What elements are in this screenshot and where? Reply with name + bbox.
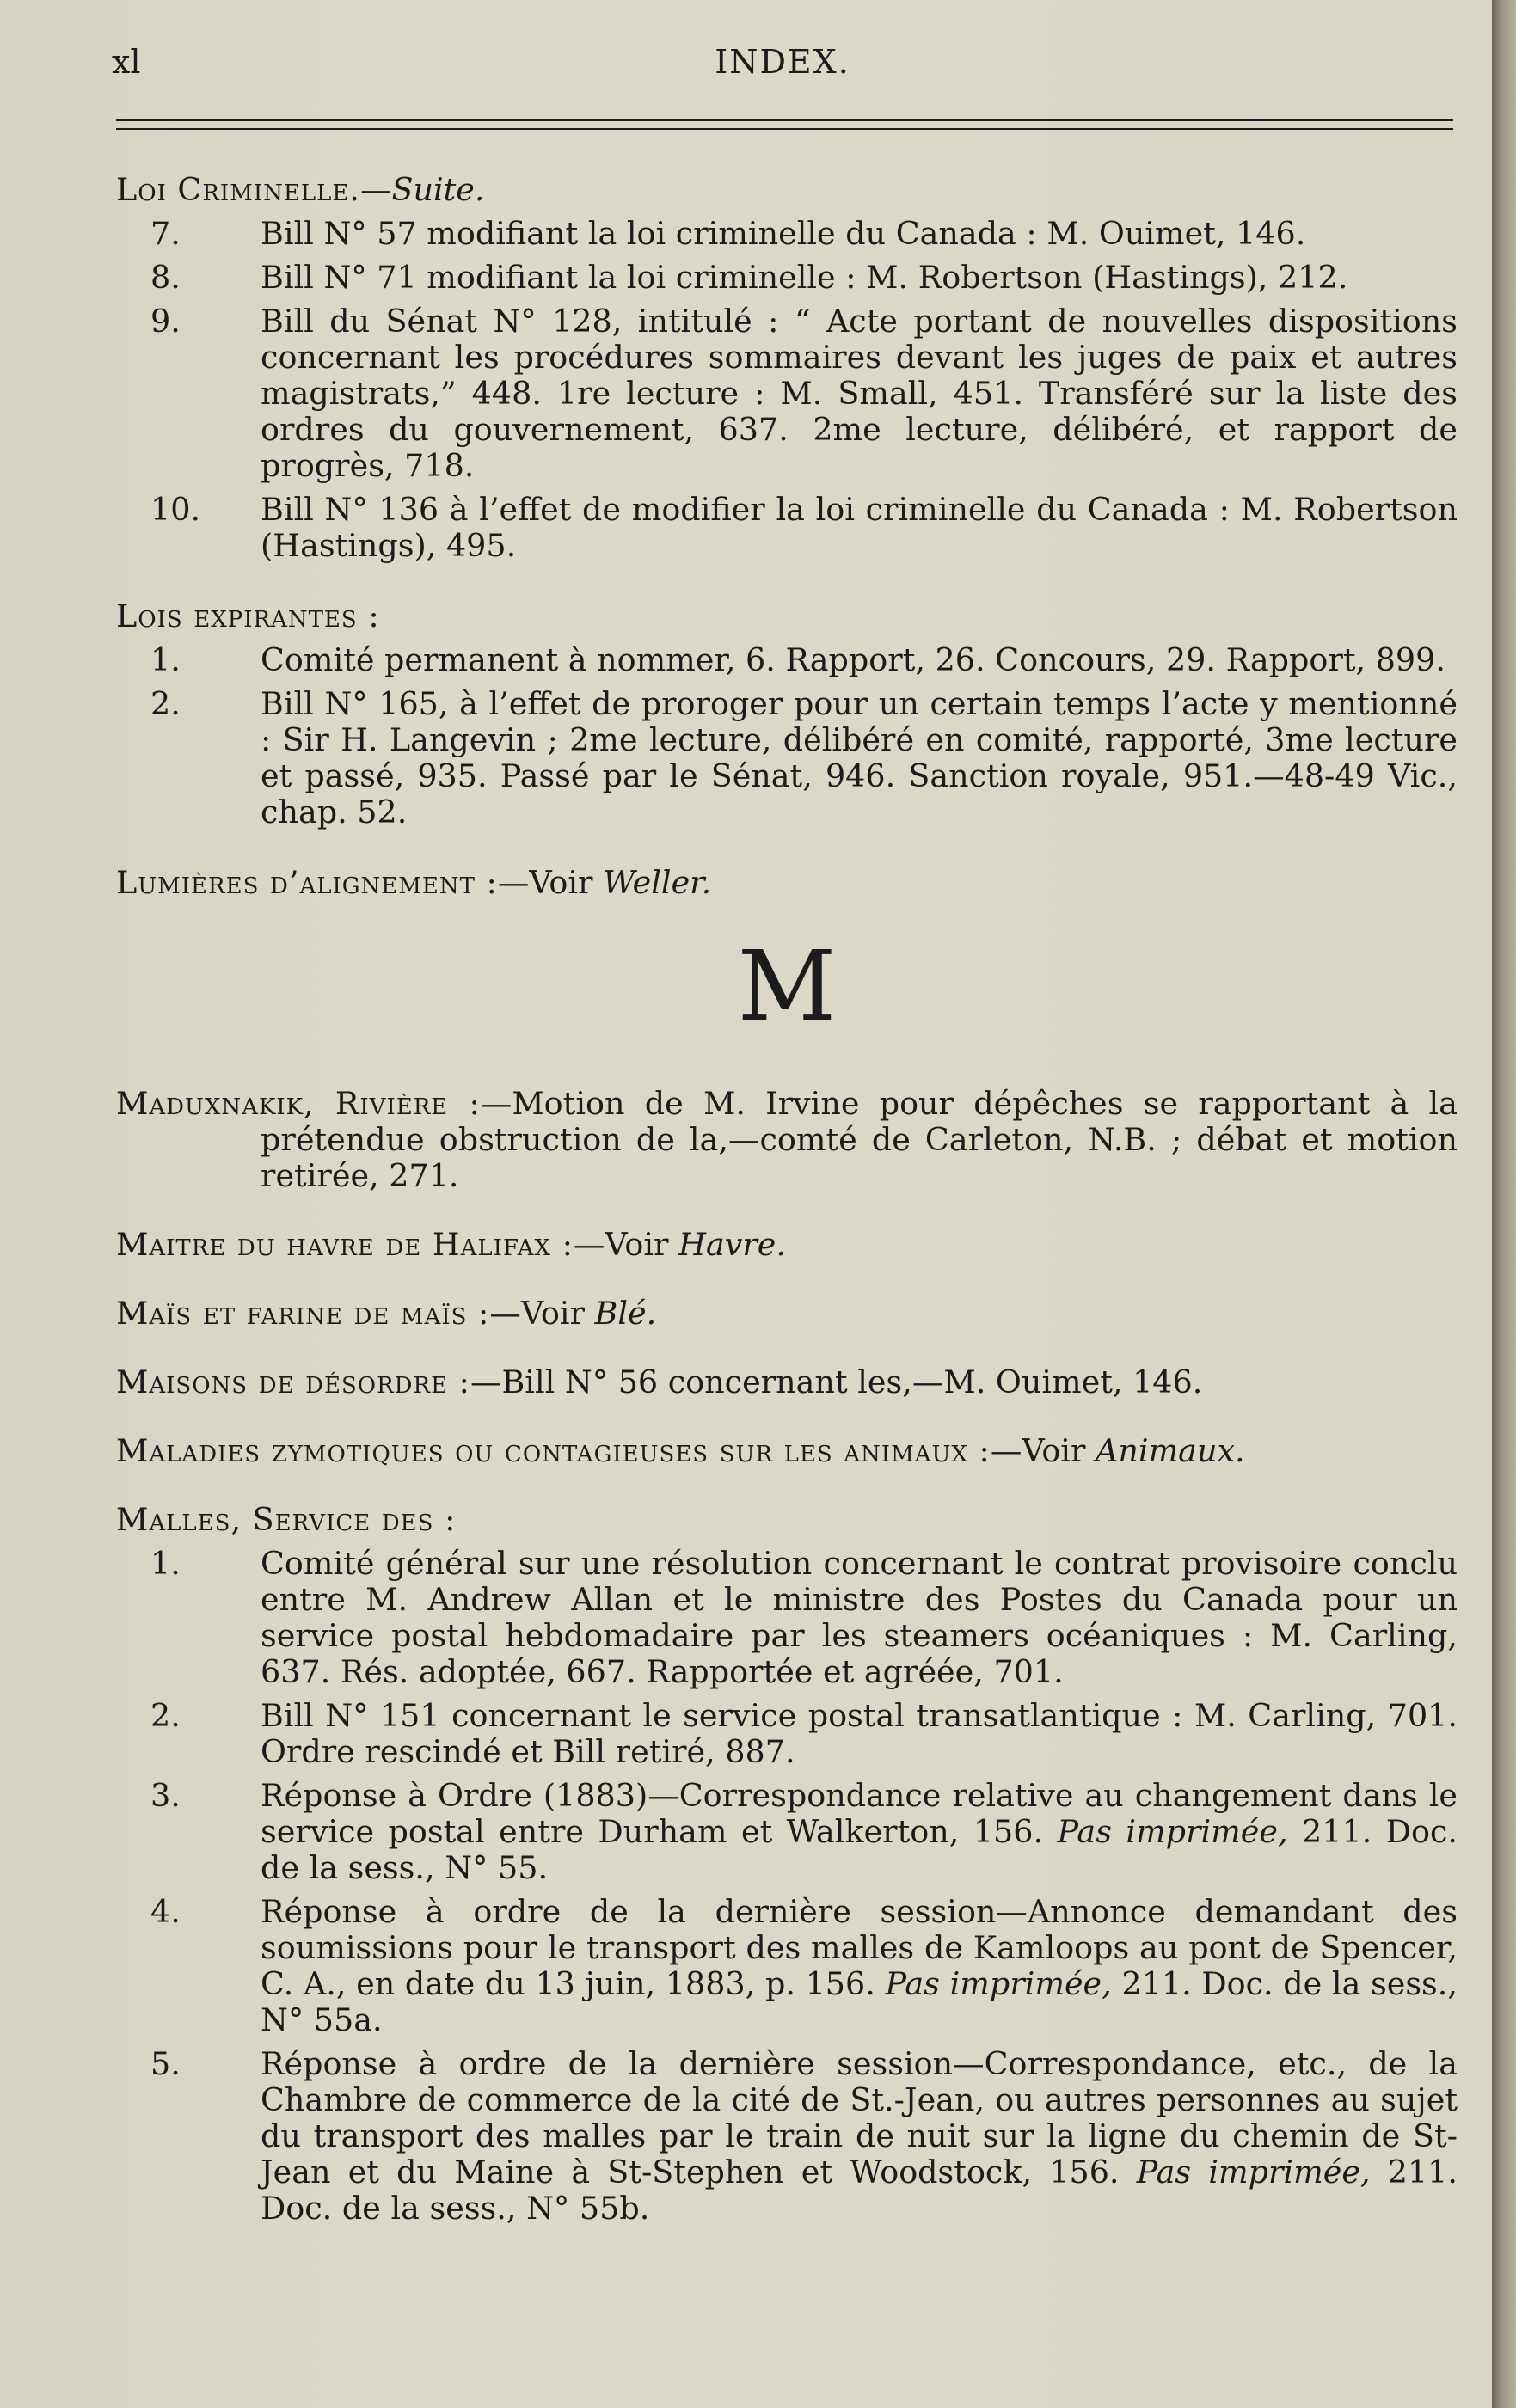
entry-loi-criminelle — [116, 172, 1458, 564]
list-item: 1. Comité permanent à nommer, 6. Rapport, 26. Concours, 29. Rapport, 899. — [150, 641, 1445, 678]
entry-lois-expirantes — [116, 598, 1458, 830]
list-item: 2. Bill N° 165, à l’effet de proroger pour un certain temps l’acte y mentionné : Sir H. Langevin ; 2me lecture, délibéré en comité, rapporté, 3me lecture et passé, 935. Passé par le Sénat, 946. Sanction royale, 951.—48-49 Vic., chap. 52. — [150, 685, 1458, 830]
list-item: 8. Bill N° 71 modifiant la loi criminelle : M. Robertson (Hastings), 212. — [150, 259, 1348, 296]
list-item: 3. Réponse à Ordre (1883)—Correspondance relative au changement dans le service postal entre Durham et Walkerton, 156. Pas imprimée, 211. Doc. de la sess., N° 55. — [150, 1777, 1458, 1886]
list-item: 9. Bill du Sénat N° 128, intitulé : “ Acte portant de nouvelles dispositions concernant les procédures sommaires devant les juges de paix et autres magistrats,” 448. 1re lecture : M. Small, 451. Transféré sur la liste des ordres du gouvernement, 637. 2me lecture, délibéré, et rapport de progrès, 718. — [150, 303, 1458, 484]
list-item: 2. Bill N° 151 concernant le service postal transatlantique : M. Carling, 701. Ordre rescindé et Bill retiré, 887. — [150, 1697, 1458, 1770]
running-title: INDEX. — [715, 43, 850, 81]
entry-heading: Loi Criminelle.—Suite. — [116, 171, 485, 208]
entry-lumieres-alignement: Lumières d’alignement :—Voir Weller. — [116, 864, 712, 901]
book-spine-shadow — [1492, 0, 1516, 2408]
section-letter: M — [737, 931, 837, 1043]
entry-maduxnakik: Maduxnakik, Rivière :—Motion de M. Irvine pour dépêches se rapportant à la prétendue obstruction de la,—comté de Carleton, N.B. ; débat et motion retirée, 271. — [116, 1085, 1458, 1194]
page-header — [112, 43, 1453, 95]
list-item: 5. Réponse à ordre de la dernière session—Correspondance, etc., de la Chambre de commerce de la cité de St.-Jean, ou autres personnes au sujet du transport des malles par le train de nuit sur la ligne du chemin de St-Jean et du Maine à St-Stephen et Woodstock, 156. Pas imprimée, 211. Doc. de la sess., N° 55b. — [150, 2045, 1458, 2227]
list-item: 10. Bill N° 136 à l’effet de modifier la loi criminelle du Canada : M. Robertson (Hastings), 495. — [150, 491, 1458, 564]
list-item: 7. Bill N° 57 modifiant la loi criminelle du Canada : M. Ouimet, 146. — [150, 215, 1306, 252]
entry-maladies: Maladies zymotiques ou contagieuses sur les animaux :—Voir Animaux. — [116, 1432, 1245, 1469]
list-item: 1. Comité général sur une résolution concernant le contrat provisoire conclu entre M. Andrew Allan et le ministre des Postes du Canada pour un service postal hebdomadaire par les steamers océaniques : M. Carling, 637. Rés. adoptée, 667. Rapportée et agréée, 701. — [150, 1545, 1458, 1690]
index-content — [116, 172, 1458, 2266]
page-number: xl — [112, 43, 141, 81]
entry-malles: Malles, Service des : 1. Comité général sur une résolution concernant le contrat provisoire conclu entre M. Andrew Allan et le ministre des Postes du Canada pour un service postal hebdomadaire par les steamers océaniques : M. Carling, 637. Rés. adoptée, 667. Rapportée et agréée, 701. 2. Bill N° 151 concernant le service postal transatlantique : M. Carling, 701. Ordre rescindé et Bill retiré, 887. 3. Réponse à Ordre (1883)—Correspondance relative au changement dans le service postal entre Durham et Walkerton, 156. Pas imprimée, 211. Doc. de la sess., N° 55. 4. Réponse à ordre de la dernière session—Annonce demandant des soumissions pour le transport des malles de Kamloops au pont de Spencer, C. A., en date du 13 juin, 1883, p. 156. Pas imprimée, 211. Doc. de la sess., N° 55a. 5. Réponse à ordre de la dernière session—Correspondance, etc., de la Chambre de commerce de la cité de St.-Jean, ou autres personnes au sujet du transport des malles par le train de nuit sur la ligne du chemin de St-Jean et du Maine à St-Stephen et Woodstock, 156. Pas imprimée, 211. Doc. de la sess., N° 55b. — [116, 1501, 1458, 2227]
entry-maisons-desordre: Maisons de désordre :—Bill N° 56 concernant les,—M. Ouimet, 146. — [116, 1363, 1203, 1400]
list-item: 4. Réponse à ordre de la dernière session—Annonce demandant des soumissions pour le transport des malles de Kamloops au pont de Spencer, C. A., en date du 13 juin, 1883, p. 156. Pas imprimée, 211. Doc. de la sess., N° 55a. — [150, 1893, 1458, 2038]
header-rule-top — [116, 119, 1453, 121]
entry-maitre-havre: Maitre du havre de Halifax :—Voir Havre. — [116, 1226, 786, 1263]
header-rule-bottom — [116, 128, 1453, 130]
entry-heading: Lois expirantes : — [116, 597, 380, 634]
entry-mais: Maïs et farine de maïs :—Voir Blé. — [116, 1295, 657, 1332]
